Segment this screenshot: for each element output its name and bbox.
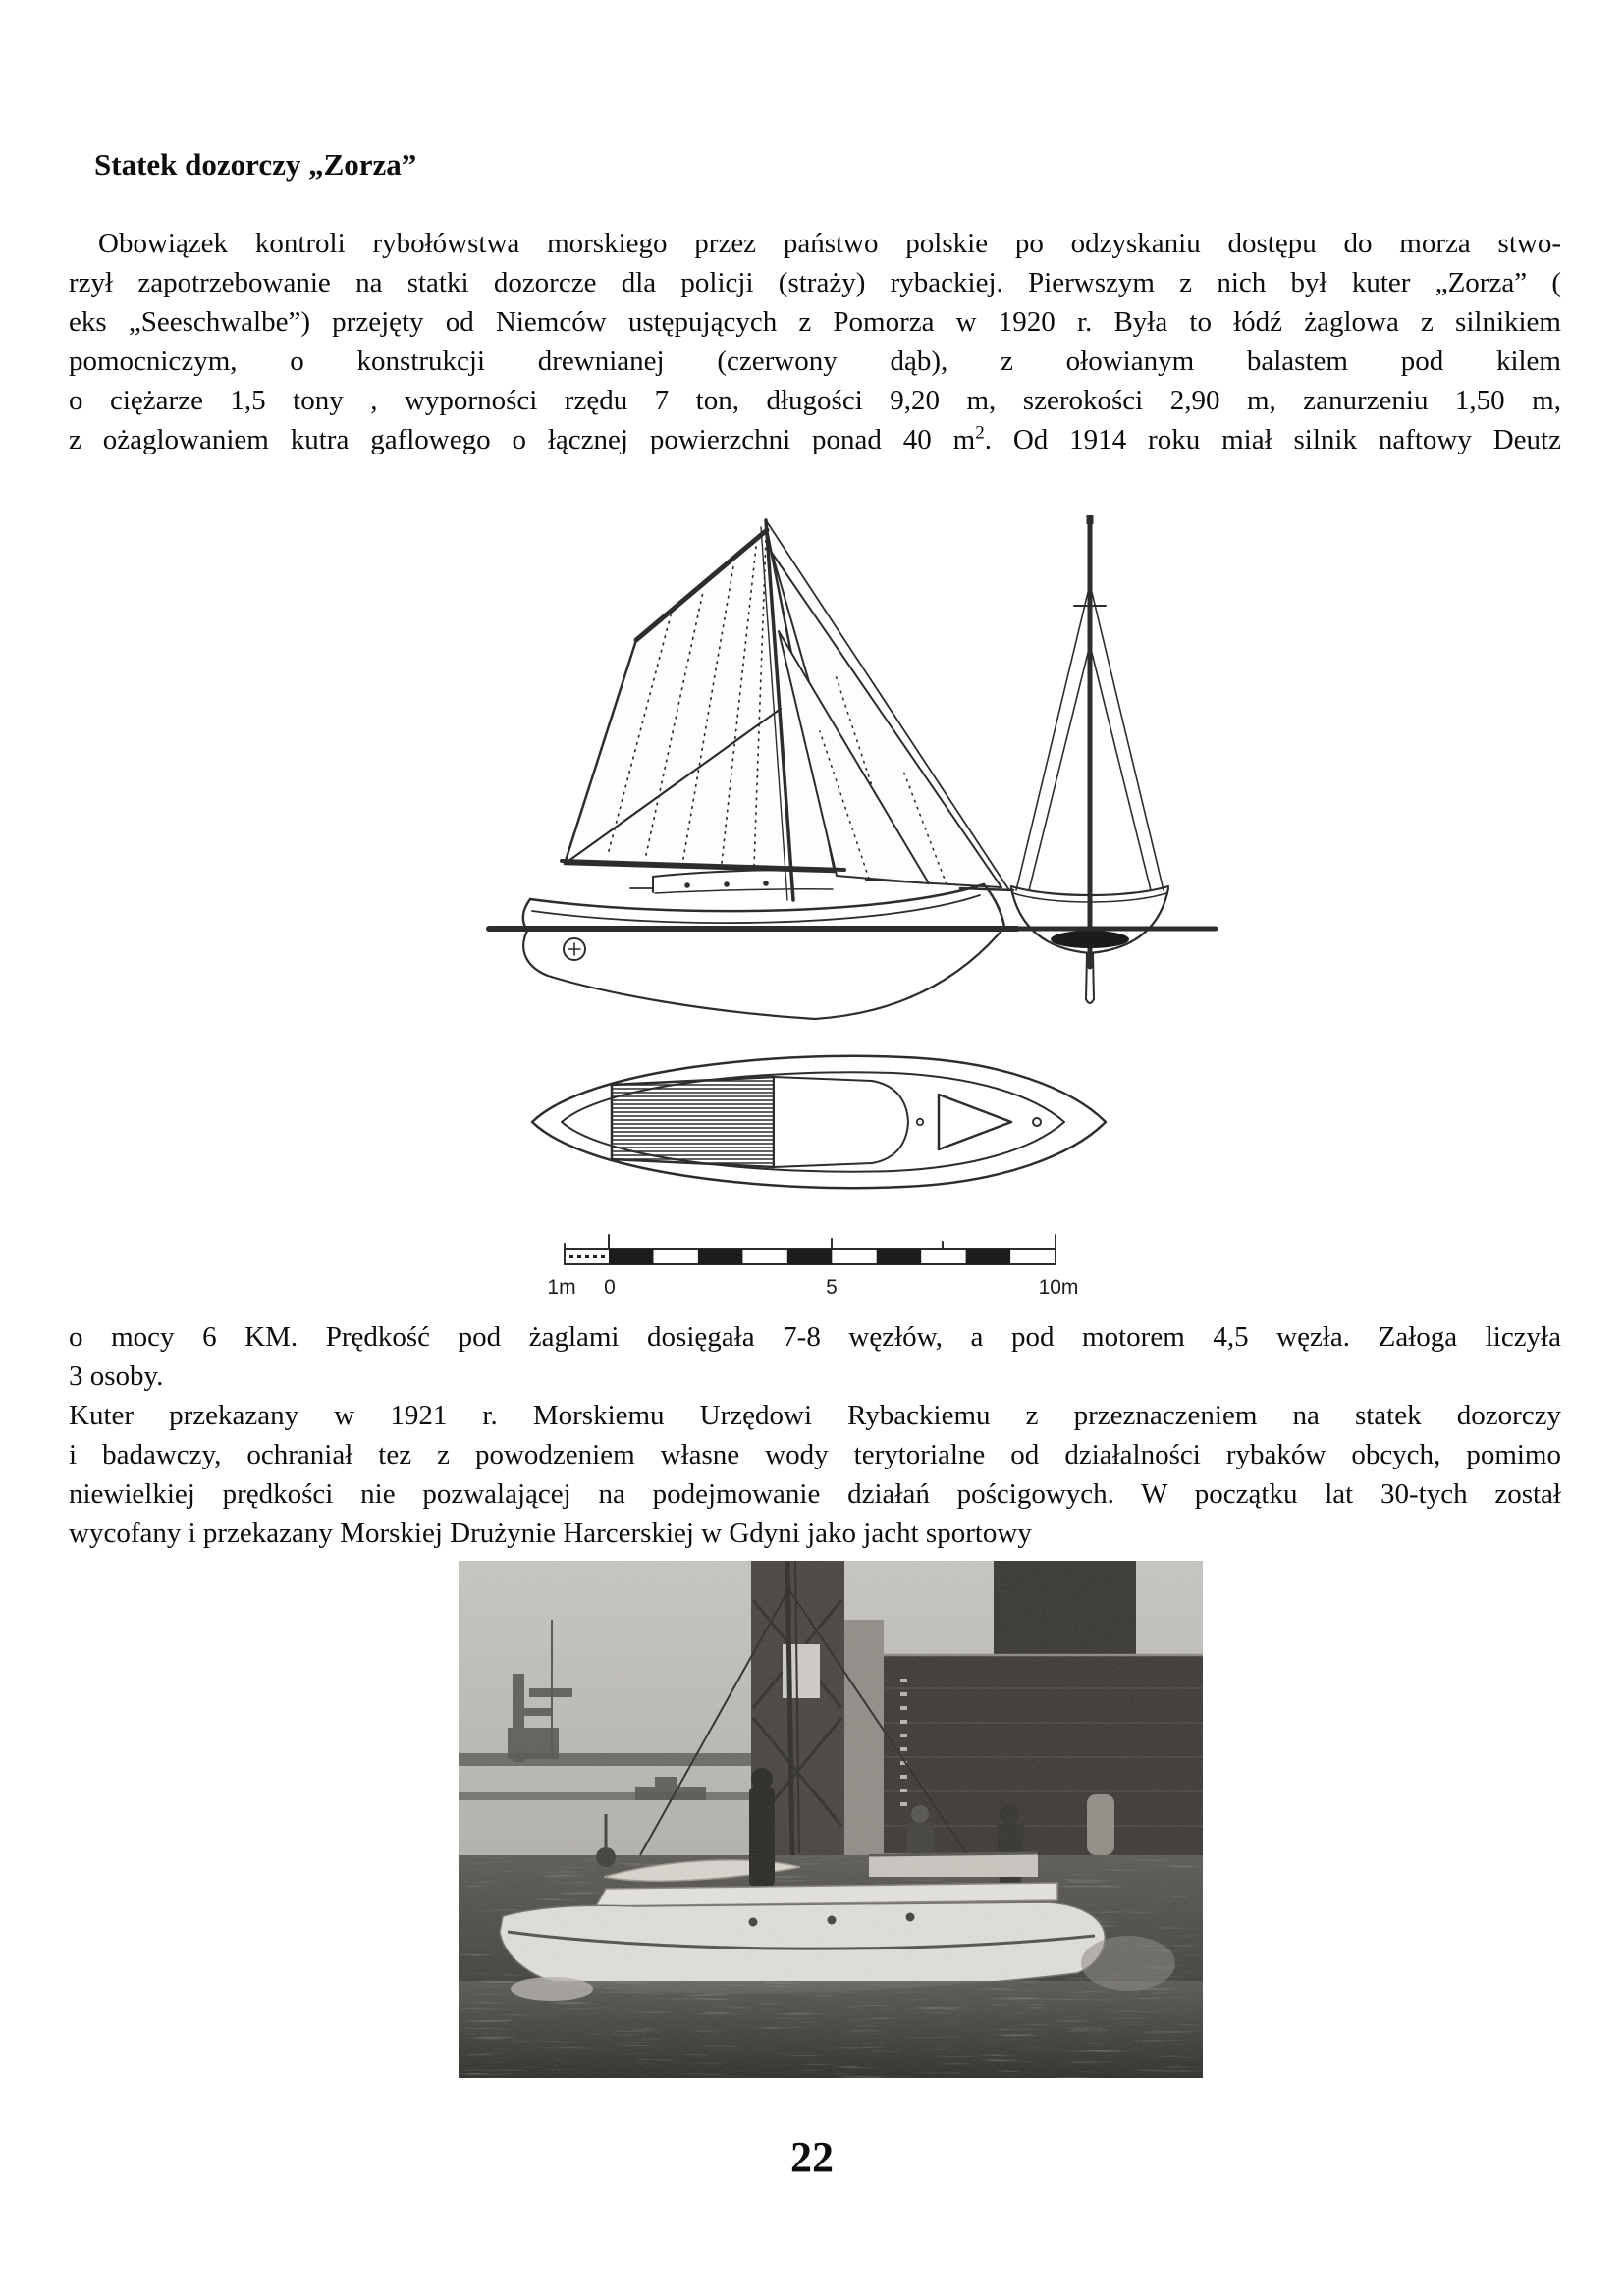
paragraph-history: [69, 1396, 1561, 1553]
text-line: i badawczy, ochraniał tez z powodzeniem własne wody terytorialne od działalności rybaków obcych, pomimo: [69, 1439, 1561, 1470]
text-line: Obowiązek kontroli rybołówstwa morskiego przez państwo polskie po odzyskaniu dostępu do morza stwo-: [98, 228, 1561, 259]
text-line: Kuter przekazany w 1921 r. Morskiemu Urzędowi Rybackiemu z przeznaczeniem na statek dozorczy: [69, 1400, 1561, 1431]
scale-label-1m: 1m: [547, 1276, 576, 1299]
boat-line-drawing: [373, 506, 1218, 1310]
text-line: rzył zapotrzebowanie na statki dozorcze dla policji (straży) rybackiej. Pierwszym z nich był kuter „Zorza” (: [69, 267, 1561, 298]
superscript: 2: [975, 422, 985, 444]
text-line: niewielkiej prędkości nie pozwalającej na podejmowanie działań pościgowych. W początku lat 30-tych został: [69, 1478, 1561, 1510]
paragraph-intro: [69, 224, 1561, 459]
boat-photograph: [459, 1561, 1203, 2078]
paragraph-performance: [69, 1317, 1561, 1396]
scale-label-0: 0: [604, 1276, 616, 1299]
photo-canvas: [459, 1561, 1203, 2078]
text-fragment: . Od 1914 roku miał silnik naftowy Deutz: [984, 424, 1561, 455]
text-line: eks „Seeschwalbe”) przejęty od Niemców ustępujących z Pomorza w 1920 r. Była to łódź żaglowa z silnikiem: [69, 306, 1561, 338]
text-line: [69, 420, 1561, 459]
scale-label-5: 5: [826, 1276, 838, 1299]
scale-label-10m: 10m: [1038, 1276, 1079, 1299]
text-line: o mocy 6 KM. Prędkość pod żaglami dosięgała 7-8 węzłów, a pod motorem 4,5 węzła. Załoga liczyła: [69, 1321, 1561, 1353]
text-fragment: z ożaglowaniem kutra gaflowego o łącznej powierzchni ponad 40 m: [69, 424, 976, 455]
boat-plans-figure: [373, 506, 1218, 1310]
page-title: Statek dozorczy „Zorza”: [94, 147, 417, 182]
text-line: wycofany i przekazany Morskiej Drużynie Harcerskiej w Gdyni jako jacht sportowy: [69, 1518, 1032, 1549]
page-number: 22: [790, 2133, 834, 2181]
text-line: pomocniczym, o konstrukcji drewnianej (czerwony dąb), z ołowianym balastem pod kilem: [69, 346, 1561, 377]
text-line: o ciężarze 1,5 tony , wyporności rzędu 7 ton, długości 9,20 m, szerokości 2,90 m, zanurzeniu 1,50 m,: [69, 385, 1561, 416]
text-line: 3 osoby.: [69, 1361, 164, 1392]
